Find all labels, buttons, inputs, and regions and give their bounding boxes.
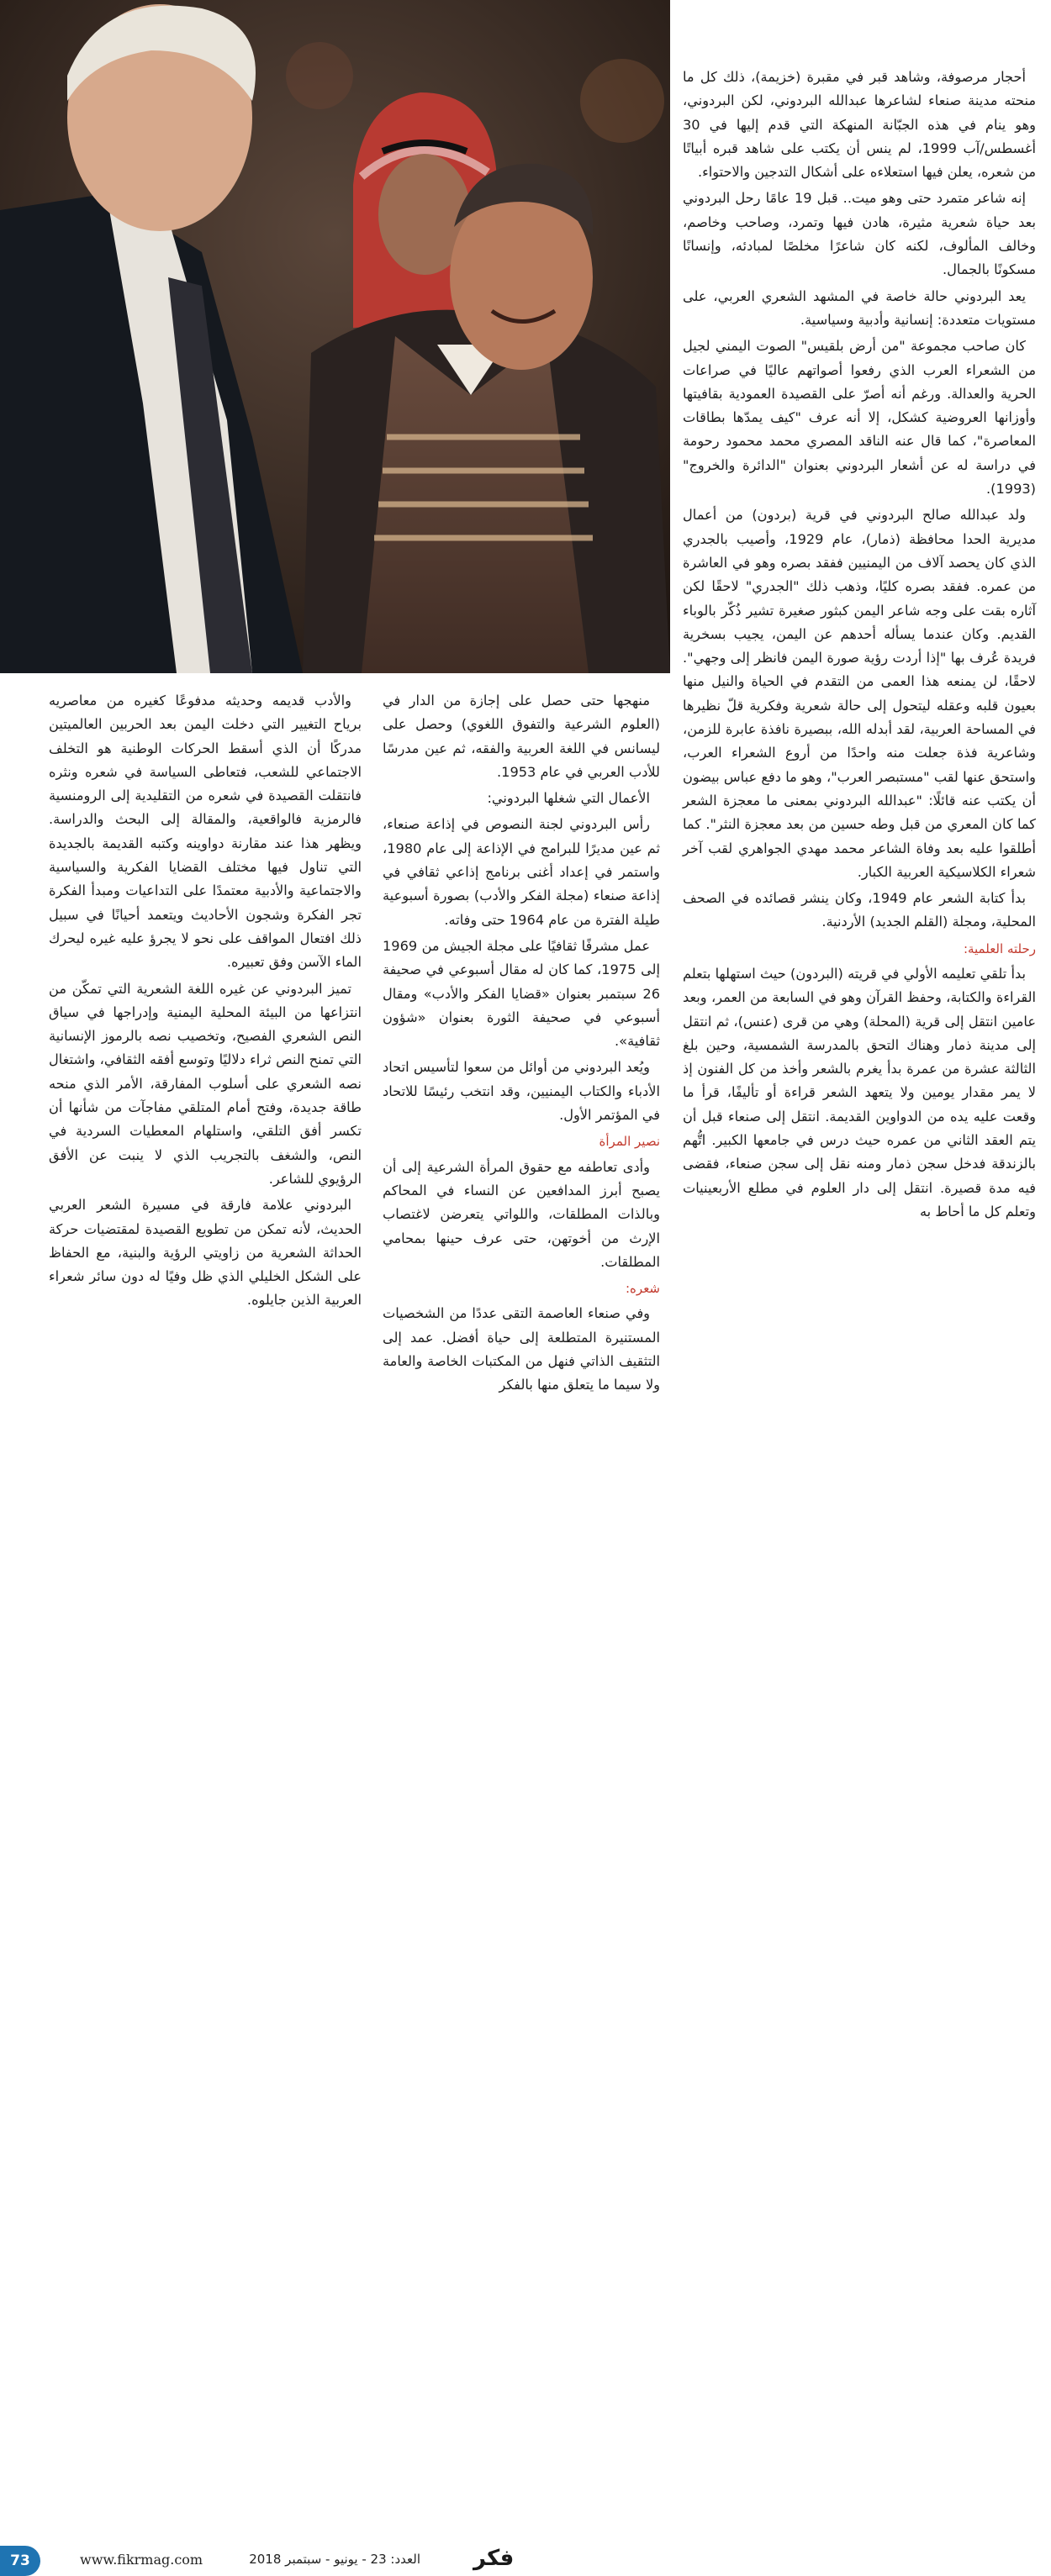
paragraph: والأدب قديمه وحديثه مدفوعًا كغيره من معاصريه برياح التغيير التي دخلت اليمن بعد الحربين العالميتين مدركًا أن الذي أسقط الحركات الوطنية هو التخلف الاجتماعي للشعب، فتعاطى السياسة في شعره ونثره فانتقلت القصيدة في شعره من التقليدية إلى الرومنسية فالرمزية فالواقعية، والمقالة إلى البحث والدراسة. ويظهر هذا عند مقارنة دواوينه وكتبه القديمة بالجديدة التي تناول فيها مختلف القضايا الفكرية والسياسية والاجتماعية والأدبية معتمدًا على التداعيات ومبدأ الفكرة تجر الفكرة وشجون الأحاديث ويتعمد أحيانًا في سبيل ذلك افتعال المواقف على نحو لا يجرؤ عليه غيره ليحرك الماء الآسن وفق تعبيره. — [49, 693, 362, 971]
paragraph: تميز البردوني عن غيره اللغة الشعرية التي تمكّن من انتزاعها من البيئة المحلية اليمنية وإدراجها في سياق النص الشعري الفصيح، وتخصيب نصه بالرموز الإنسانية التي تمنح النص ثراء دلاليًا وتوسع أفقه الثقافي، واشتغال نصه الشعري على أسلوب المفارقة، الأمر الذي منحه طاقة جديدة، وفتح أمام المتلقي مفاجآت من شأنها أن تكسر أفق التلقي، واستلهام المعطيات السردية في النص، والشغف بالتجريب الذي لا ينبت عن الأفق الرؤيوي للشاعر. — [49, 980, 362, 1187]
page-number: 73 — [0, 2546, 40, 2576]
logo-text: فكر — [473, 2546, 515, 2571]
paragraph: يعد البردوني حالة خاصة في المشهد الشعري العربي، على مستويات متعددة: إنسانية وأدبية وسياسية. — [683, 287, 1036, 328]
paragraph: كان صاحب مجموعة "من أرض بلقيس" الصوت اليمني لجيل من الشعراء العرب الذي رفعوا أصواتهم عاليًا في صراعات الحرية والعدالة. ورغم أنه أصرّ على القصيدة العمودية بقافيتها وأوزانها العروضية كشكل، إلا أنه عرف "كيف يمدّها بطاقات المعاصرة"، كما قال عنه الناقد المصري محمد محمود رحومة في دراسة له عن أشعار البردوني بعنوان "الدائرة والخروج" (1993). — [683, 338, 1036, 498]
paragraph: ويُعد البردوني من أوائل من سعوا لتأسيس اتحاد الأدباء والكتاب اليمنيين، وقد انتخب رئيسًا للاتحاد في المؤتمر الأول. — [383, 1059, 660, 1124]
paragraph: أحجار مرصوفة، وشاهد قبر في مقبرة (خزيمة)، ذلك كل ما منحته مدينة صنعاء لشاعرها عبدالله البردوني، لكن البردوني، وهو ينام في هذه الجبّانة المنهكة التي قدم إليها في 30 أغسطس/آب 1999، لم ينس أن يكتب على شاهد قبره أبياتًا من شعره، يعلن فيها استعلاءه على أشكال التدجين والاحتواء. — [683, 69, 1036, 181]
paragraph: ولد عبدالله صالح البردوني في قرية (بردون) من أعمال مديرية الحدا محافظة (ذمار)، عام 1929، وأصيب بالجدري الذي كان يحصد آلاف من اليمنيين ففقد بصره وهو في العاشرة من عمره. ففقد بصره كليًا، وذهب ذلك "الجدري" لاحقًا لكن آثاره بقت على وجه شاعر اليمن كبثور صغيرة تشير ذُكّر بالوباء القديم. وكان عندما يسأله أحدهم عن اليمن، يجيب بسخرية فريدة عُرف بها "إذا أردت رؤية صورة اليمن فانظر إلى وجهي". لاحقًا، لن يمنعه هذا العمى من التقدم في الحياة والنيل منها بعيون قلبه وعقله ليتحول إلى حالة شعرية وفكرية قلّ نظيرها في المساحة العربية، لقد أبدله الله، ببصيرة نافذة عابرة للزمن، وشاعرية فذة جعلت منه واحدًا من أروع الشعراء العرب، واستحق عنها لقب "مستبصر العرب"، وهو ما دفع عباس بيضون أن يكتب عنه قائلًا: "عبدالله البردوني بمعنى ما معجزة الشعر كما كان المعري من قبل وطه حسين من بعد معجزة النثر". كما أطلقوا عليه بعد وفاة الشاعر محمد مهدي الجواهري لقب آخر شعراء الكلاسيكية العربية الكبار. — [683, 507, 1036, 880]
paragraph: رأس البردوني لجنة النصوص في إذاعة صنعاء، ثم عين مديرًا للبرامج في الإذاعة إلى عام 1980، واستمر في إعداد أغنى برنامج إذاعي ثقافي في إذاعة صنعاء (مجلة الفكر والأدب) بصورة أسبوعية طيلة الفترة من عام 1964 حتى وفاته. — [383, 816, 660, 928]
paragraph: وفي صنعاء العاصمة التقى عددًا من الشخصيات المستنيرة المتطلعة إلى حياة أفضل. عمد إلى التثقيف الذاتي فنهل من المكتبات الخاصة والعامة ولا سيما ما يتعلق منها بالفكر — [383, 1305, 660, 1393]
paragraph: إنه شاعر متمرد حتى وهو ميت.. قبل 19 عامًا رحل البردوني بعد حياة شعرية مثيرة، هادن فيها وتمرد، وصاحب وخاصم، وخالف المألوف، لكنه كان شاعرًا مخلصًا لمبادئه، وإنسانًا مسكونًا بالجمال. — [683, 190, 1036, 278]
article-column-right — [683, 66, 1036, 1226]
section-heading: شعره: — [626, 1281, 660, 1297]
website-link[interactable]: www.fikrmag.com — [80, 2552, 203, 2568]
paragraph: وأدى تعاطفه مع حقوق المرأة الشرعية إلى أن يصبح أبرز المدافعين عن النساء في المحاكم وبالذات المطلقات، واللواتي يتعرضن لاغتصاب الإرث من أخوتهن، حتى عرف حينها بمحامي المطلقات. — [383, 1158, 660, 1270]
paragraph: منهجها حتى حصل على إجازة من الدار في (العلوم الشرعية والتفوق اللغوي) وحصل على ليسانس في اللغة العربية والفقه، ثم عين مدرسًا للأدب العربي في عام 1953. — [383, 693, 660, 780]
paragraph: بدأ تلقي تعليمه الأولي في قريته (البردون) حيث استهلها بتعلم القراءة والكتابة، وحفظ القرآن وهو في السابعة من العمر، وبعد عامين انتقل إلى قرية (المحلة) وهي من قرى (عنس)، ثم انتقل إلى مدينة ذمار وهناك التحق بالمدرسة الشمسية، وحين بلغ الثالثة عشرة من عمرة بدأ يغرم بالشعر وأخذ من كل الفنون إذ لا يمر مقدار يومين ولا يتعهد الشعر قراءة أو تأليفًا، قرأ ما وقعت عليه يده من الدواوين القديمة. انتقل إلى صنعاء قبل أن يتم العقد الثاني من عمره حيث درس في جامعها الكبير. اتُّهم بالزندقة فدخل سجن ذمار ومنه نقل إلى سجن صنعاء، فقضى فيه مدة قصيرة. انتقل إلى دار العلوم في مطلع الأربعينيات وتعلم كل ما أحاط به — [683, 965, 1036, 1220]
section-heading: نصير المرأة — [599, 1134, 660, 1150]
paragraph: الأعمال التي شغلها البردوني: — [487, 790, 650, 807]
paragraph: عمل مشرفًا ثقافيًا على مجلة الجيش من 1969 إلى 1975، كما كان له مقال أسبوعي في صحيفة 26 سبتمبر بعنوان «قضايا الفكر والأدب» ومقال أسبوعي في صحيفة الثورة بعنوان «شؤون ثقافية». — [383, 937, 660, 1050]
magazine-logo — [425, 2542, 515, 2572]
section-heading: رحلته العلمية: — [963, 940, 1036, 956]
paragraph: البردوني علامة فارقة في مسيرة الشعر العربي الحديث، لأنه تمكن من تطويع القصيدة لمقتضيات حركة الحداثة الشعرية من زاويتي الرؤية والبنية، مع الحفاظ على الشكل الخليلي الذي ظل وفيًا له دون سائر شعراء العربية الذين جايلوه. — [49, 1197, 362, 1309]
article-photo — [0, 0, 670, 673]
article-column-left — [49, 689, 362, 1315]
paragraph: بدأ كتابة الشعر عام 1949، وكان ينشر قصائده في الصحف المحلية، ومجلة (القلم الجديد) الأردنية. — [683, 890, 1036, 930]
issue-info: العدد: 23 - يونيو - سبتمبر 2018 — [249, 2552, 420, 2567]
